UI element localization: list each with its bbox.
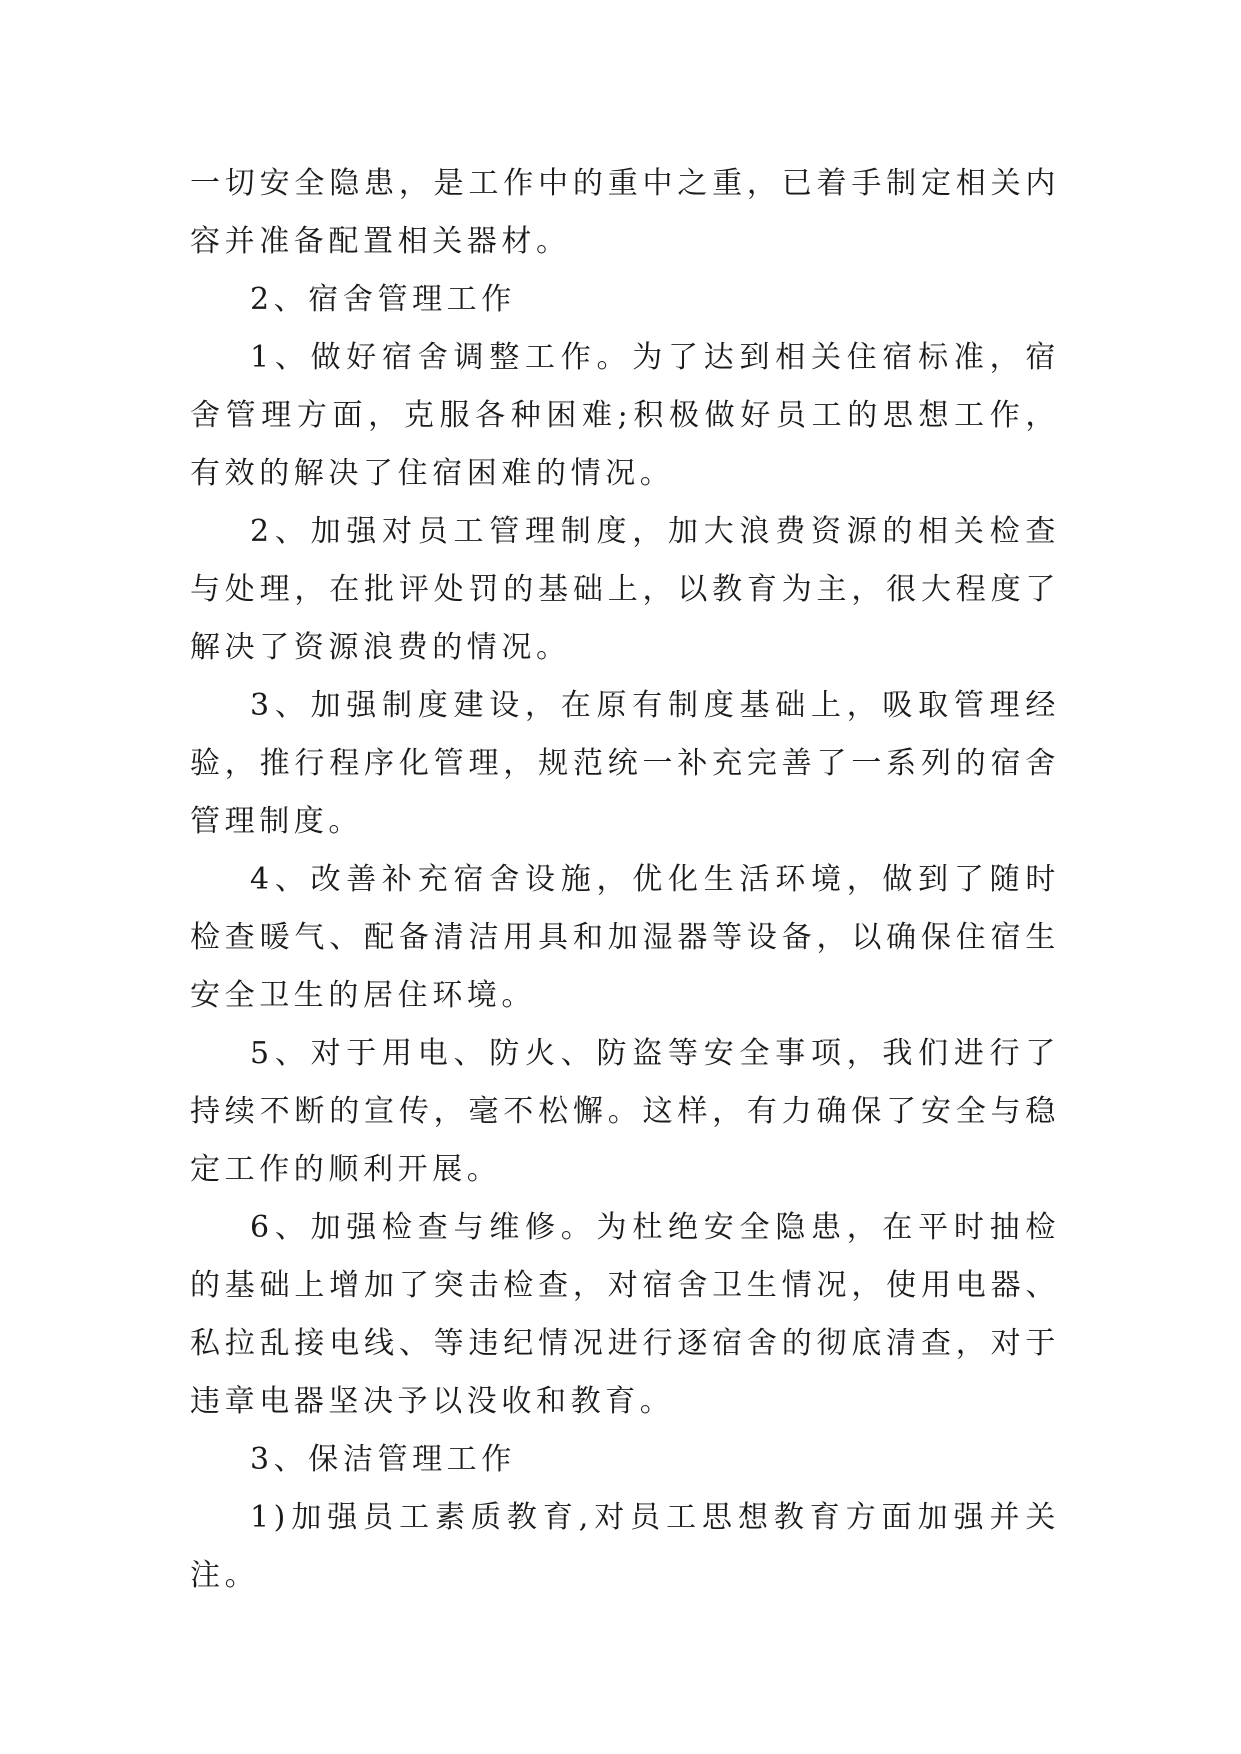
paragraph-item-2: 2、加强对员工管理制度，加大浪费资源的相关检查与处理，在批评处罚的基础上，以教育为主，很大程度了解决了资源浪费的情况。 xyxy=(190,514,1060,665)
paragraph-item-3: 3、加强制度建设，在原有制度基础上，吸取管理经验，推行程序化管理，规范统一补充完善了一系列的宿舍管理制度。 xyxy=(190,688,1060,839)
paragraph-item-1: 1、做好宿舍调整工作。为了达到相关住宿标准，宿舍管理方面，克服各种困难;积极做好员工的思想工作，有效的解决了住宿困难的情况。 xyxy=(190,340,1060,491)
paragraph-cleaning-item-1: 1)加强员工素质教育,对员工思想教育方面加强并关注。 xyxy=(190,1500,1060,1593)
section-heading-dormitory: 2、宿舍管理工作 xyxy=(250,282,516,317)
paragraph-item-5: 5、对于用电、防火、防盗等安全事项，我们进行了持续不断的宣传，毫不松懈。这样，有力确保了安全与稳定工作的顺利开展。 xyxy=(190,1036,1060,1187)
section-heading-cleaning: 3、保洁管理工作 xyxy=(250,1442,516,1477)
paragraph-item-4: 4、改善补充宿舍设施，优化生活环境，做到了随时检查暖气、配备清洁用具和加湿器等设备，以确保住宿生安全卫生的居住环境。 xyxy=(190,862,1060,1013)
document-body xyxy=(190,155,1060,1605)
paragraph-item-6: 6、加强检查与维修。为杜绝安全隐患，在平时抽检的基础上增加了突击检查，对宿舍卫生情况，使用电器、私拉乱接电线、等违纪情况进行逐宿舍的彻底清查，对于违章电器坚决予以没收和教育。 xyxy=(190,1210,1060,1419)
paragraph-continuation: 一切安全隐患，是工作中的重中之重，已着手制定相关内容并准备配置相关器材。 xyxy=(190,166,1060,259)
